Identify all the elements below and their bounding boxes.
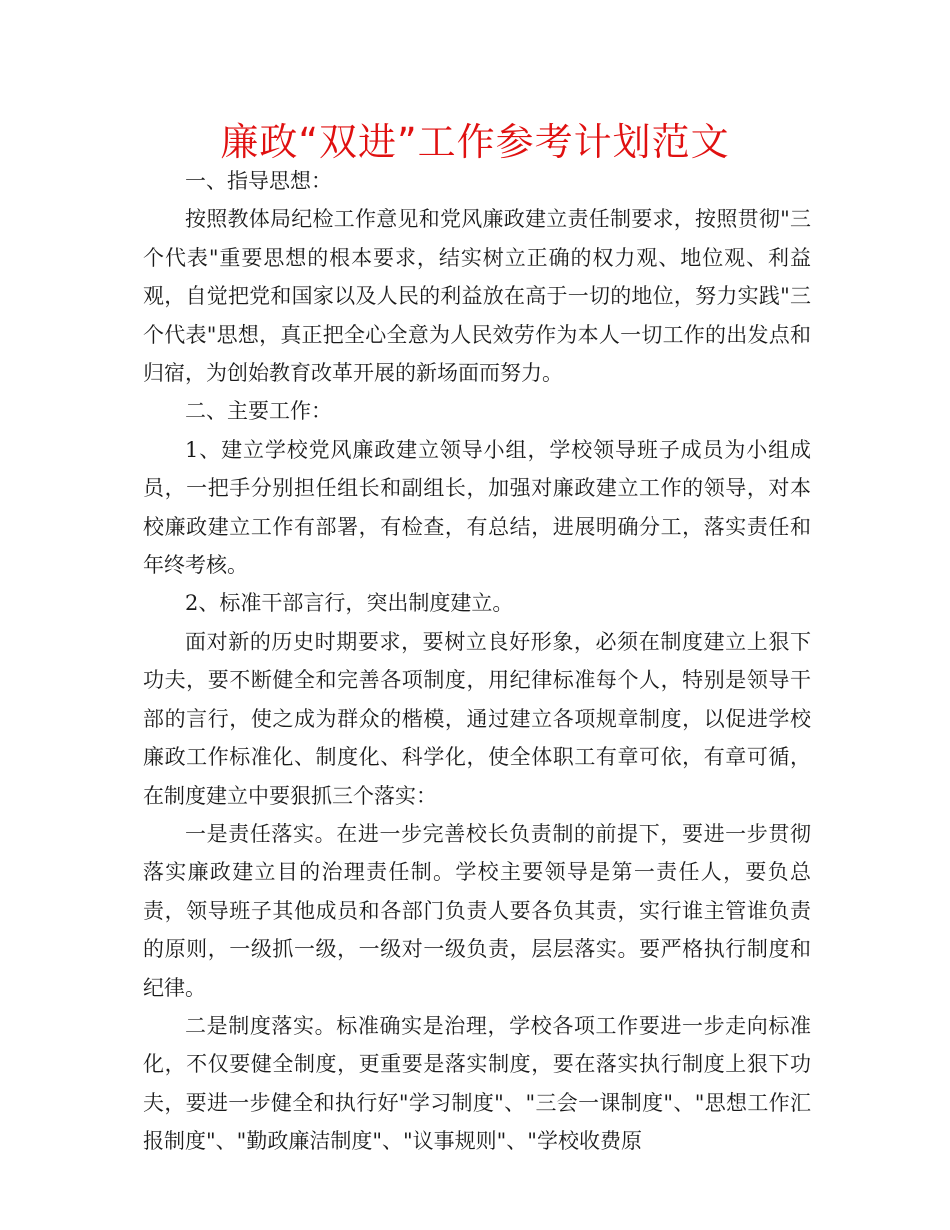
section-heading-guiding-ideology: 一、指导思想： xyxy=(185,169,332,193)
paragraph: 2、标准干部言行，突出制度建立。 xyxy=(185,591,514,616)
document-title: 廉政“双进”工作参考计划范文 xyxy=(220,120,730,164)
paragraph: 二是制度落实。标准确实是治理，学校各项工作要进一步走向标准化，不仅要健全制度，更重要是落实制度，要在落实执行制度上狠下功夫，要进一步健全和执行好"学习制度"、"三会一课制度"、"思想工作汇报制度"、"勤政廉洁制度"、"议事规则"、"学校收费原 xyxy=(143,1013,811,1154)
paragraph: 面对新的历史时期要求，要树立良好形象，必须在制度建立上狠下功夫，要不断健全和完善各项制度，用纪律标准每个人，特别是领导干部的言行，使之成为群众的楷模，通过建立各项规章制度，以促进学校廉政工作标准化、制度化、科学化，使全体职工有章可依，有章可循，在制度建立中要狠抓三个落实： xyxy=(143,629,811,808)
document-body xyxy=(143,162,811,1161)
paragraph: 一是责任落实。在进一步完善校长负责制的前提下，要进一步贯彻落实廉政建立目的治理责任制。学校主要领导是第一责任人，要负总责，领导班子其他成员和各部门负责人要各负其责，实行谁主管谁负责的原则，一级抓一级，一级对一级负责，层层落实。要严格执行制度和纪律。 xyxy=(143,821,811,1000)
paragraph: 按照教体局纪检工作意见和党风廉政建立责任制要求，按照贯彻"三个代表"重要思想的根本要求，结实树立正确的权力观、地位观、利益观，自觉把党和国家以及人民的利益放在高于一切的地位，努力实践"三个代表"思想，真正把全心全意为人民效劳作为本人一切工作的出发点和归宿，为创始教育改革开展的新场面而努力。 xyxy=(143,207,811,386)
section-heading-main-work: 二、主要工作： xyxy=(185,399,332,424)
paragraph: 1、建立学校党风廉政建立领导小组，学校领导班子成员为小组成员，一把手分别担任组长和副组长，加强对廉政建立工作的领导，对本校廉政建立工作有部署，有检查，有总结，进展明确分工，落实责任和年终考核。 xyxy=(143,437,811,578)
